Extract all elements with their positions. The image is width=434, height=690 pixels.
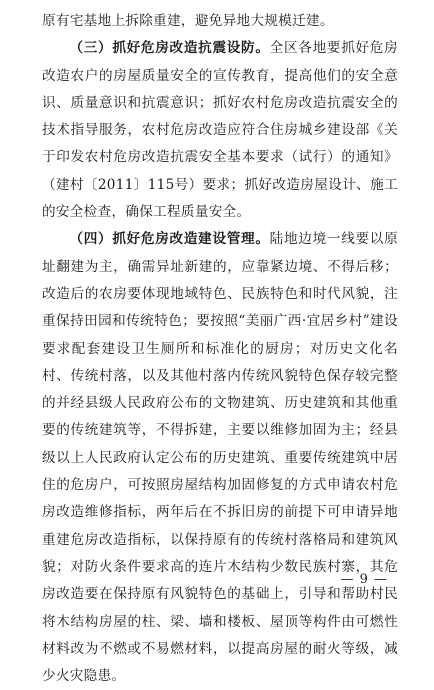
page-number: — 9 —	[340, 572, 388, 587]
paragraph-2	[42, 35, 398, 226]
paragraph-3-text: 陆地边境一线要以原址翻建为主，确需异址新建的，应靠紧边境、不得后移；改造后的农房要体现地域特色、民族特色和时代风貌，注重保持田园和传统特色；要按照“美丽广西·宜居乡村”建设要求配套建设卫生厕所和标准化的厨房；对历史文化名村、传统村落，以及其他村落内传统风貌特色保存较完整的并经县级人民政府公布的文物建筑、历史建筑和其他重要的传统建筑等，不得拆建，主要以维修加固为主；经县级以上人民政府认定公布的历史建筑、重要传统建筑中居住的危房户，可按照房屋结构加固修复的方式申请农村危房改造维修指标，两年后在不拆旧房的前提下可申请异地重建危房改造指标，以保持原有的传统村落格局和建筑风貌；对防火条件要求高的连片木结构少数民族村寨，其危房改造要在保持原有风貌特色的基础上，引导和帮助村民将木结构房屋的柱、梁、墙和楼板、屋顶等构件由可燃性材料改为不燃或不易燃材料，以提高房屋的耐火等级，减少火灾隐患。	[42, 231, 398, 685]
paragraph-1	[42, 8, 398, 35]
paragraph-3	[42, 226, 398, 690]
section-heading-3: （三）抓好危房改造抗震设防。	[69, 40, 270, 57]
paragraph-1-text: 原有宅基地上拆除重建，避免异地大规模迁建。	[42, 13, 334, 29]
document-body	[42, 8, 398, 690]
section-heading-4: （四）抓好危房改造建设管理。	[69, 231, 270, 248]
paragraph-2-text: 全区各地要抓好危房改造农户的房屋质量安全的宣传教育，提高他们的安全意识、质量意识和抗震意识；抓好农村危房改造抗震安全的技术指导服务，农村危房改造应符合住房城乡建设部《关于印发农村危房改造抗震安全基本要求（试行）的通知》（建村〔2011〕115号）要求；抓好改造房屋设计、施工的安全检查，确保工程质量安全。	[42, 40, 398, 221]
